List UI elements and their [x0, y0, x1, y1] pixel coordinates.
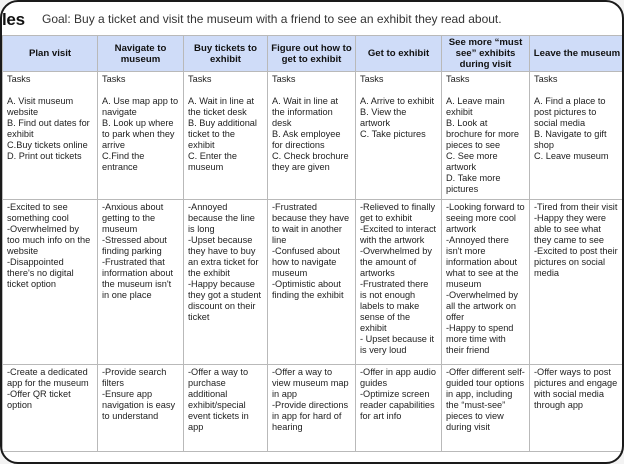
tasks-label: Tasks — [272, 74, 296, 84]
tasks-cell — [442, 72, 530, 200]
cell-line: B. Find out dates for exhibit — [7, 118, 90, 139]
cell-line: -Excited to see something cool — [7, 202, 69, 223]
feelings-cell — [442, 200, 530, 365]
cell-line: -Offer a way to purchase additional exhibit/special event tickets in app — [188, 367, 249, 432]
column-header-get-to-exhibit: Get to exhibit — [356, 36, 442, 72]
column-header-figure-out: Figure out how to get to exhibit — [268, 36, 356, 72]
tasks-label: Tasks — [7, 74, 31, 84]
column-header-leave: Leave the museum — [530, 36, 624, 72]
cell-line: A. Find a place to post pictures to social media — [534, 96, 606, 128]
goal-text: Goal: Buy a ticket and visit the museum with a friend to see an exhibit they read about. — [42, 12, 502, 26]
cell-line: B. Look up where to park when they arrive — [102, 118, 175, 150]
cell-line: -Overwhelmed by the amount of artworks — [360, 246, 432, 278]
tasks-cell — [268, 72, 356, 200]
cell-line: - Upset because it is very loud — [360, 334, 435, 355]
cell-line: -Happy because they got a student discount on their ticket — [188, 279, 262, 322]
cell-line: A. Arrive to exhibit — [360, 96, 435, 106]
opportunities-cell — [268, 365, 356, 452]
opportunities-row — [3, 365, 624, 452]
cell-line: A. Visit museum website — [7, 96, 74, 117]
column-header-plan-visit: Plan visit — [3, 36, 98, 72]
cell-line: -Annoyed because the line is long — [188, 202, 255, 234]
cell-line: -Ensure app navigation is easy to understand — [102, 389, 176, 421]
column-header-navigate: Navigate to museum — [98, 36, 184, 72]
cell-line: C. Take pictures — [360, 129, 426, 139]
cell-line: -Frustrated because they have to wait in another line — [272, 202, 350, 245]
cell-line: -Excited to post their pictures on social media — [534, 246, 618, 278]
tasks-cell — [184, 72, 268, 200]
cell-line: -Stressed about finding parking — [102, 235, 167, 256]
opportunities-cell — [184, 365, 268, 452]
tasks-cell — [98, 72, 184, 200]
cell-line: -Overwhelmed by too much info on the website — [7, 224, 91, 256]
feelings-cell — [3, 200, 98, 365]
tasks-label: Tasks — [446, 74, 470, 84]
cell-line: C.Buy tickets online — [7, 140, 88, 150]
cell-line: -Provide search filters — [102, 367, 167, 388]
cell-line: -Tired from their visit — [534, 202, 618, 212]
feelings-cell — [530, 200, 624, 365]
feelings-cell — [268, 200, 356, 365]
feelings-cell — [356, 200, 442, 365]
cell-line: B. Buy additional ticket to the exhibit — [188, 118, 257, 150]
cell-line: A. Use map app to navigate — [102, 96, 179, 117]
tasks-row — [3, 72, 624, 200]
tasks-cell — [356, 72, 442, 200]
column-header-buy-tickets: Buy tickets to exhibit — [184, 36, 268, 72]
cell-line: -Anxious about getting to the museum — [102, 202, 164, 234]
cell-line: B. Look at brochure for more pieces to see — [446, 118, 520, 150]
opportunities-cell — [3, 365, 98, 452]
journey-table — [2, 35, 624, 452]
cell-line: -Offer a way to view museum map in app — [272, 367, 349, 399]
cell-line: -Create a dedicated app for the museum — [7, 367, 89, 388]
tasks-cell — [530, 72, 624, 200]
opportunities-cell — [356, 365, 442, 452]
opportunities-cell — [98, 365, 184, 452]
cell-line: C. Enter the museum — [188, 151, 238, 172]
cell-line: B. View the artwork — [360, 107, 407, 128]
cell-line: A. Wait in line at the ticket desk — [188, 96, 255, 117]
cell-line: C. Check brochure they are given — [272, 151, 349, 172]
feelings-row — [3, 200, 624, 365]
cell-line: -Optimistic about finding the exhibit — [272, 279, 344, 300]
cell-line: B. Ask employee for directions — [272, 129, 341, 150]
cell-line: -Overwhelmed by all the artwork on offer — [446, 290, 518, 322]
cell-line: C. Leave museum — [534, 151, 609, 161]
cell-line: -Happy to spend more time with their friend — [446, 323, 514, 355]
cell-line: -Frustrated that information about the museum isn't in one place — [102, 257, 173, 300]
cell-line: -Provide directions in app for hard of hearing — [272, 400, 349, 432]
cell-line: -Offer in app audio guides — [360, 367, 436, 388]
cell-line: -Optimize screen reader capabilities for art info — [360, 389, 435, 421]
title-bar — [2, 10, 622, 30]
opportunities-cell — [442, 365, 530, 452]
cell-line: -Upset because they have to buy an extra ticket for the exhibit — [188, 235, 259, 278]
cell-line: -Disappointed there's no digital ticket option — [7, 257, 74, 289]
column-header-see-more: See more “must see” exhibits during visit — [442, 36, 530, 72]
cell-line: D. Take more pictures — [446, 173, 501, 194]
tasks-label: Tasks — [534, 74, 558, 84]
feelings-cell — [98, 200, 184, 365]
cell-line: B. Navigate to gift shop — [534, 129, 607, 150]
feelings-cell — [184, 200, 268, 365]
tasks-cell — [3, 72, 98, 200]
tasks-label: Tasks — [102, 74, 126, 84]
cell-line: -Excited to interact with the artwork — [360, 224, 437, 245]
cell-line: -Offer ways to post pictures and engage with social media through app — [534, 367, 618, 410]
header-row — [3, 36, 624, 72]
cell-line: -Offer QR ticket option — [7, 389, 71, 410]
cell-line: -Offer different self-guided tour options in app, including the “must-see” pieces to view during visit — [446, 367, 525, 432]
cell-line: -Frustrated there is not enough labels to make sense of the exhibit — [360, 279, 429, 333]
cell-line: A. Leave main exhibit — [446, 96, 505, 117]
cell-line: C.Find the entrance — [102, 151, 145, 172]
cell-line: -Annoyed there isn't more information about what to see at the museum — [446, 235, 519, 289]
cell-line: D. Print out tickets — [7, 151, 82, 161]
tasks-label: Tasks — [188, 74, 212, 84]
cell-line: A. Wait in line at the information desk — [272, 96, 339, 128]
cell-line: -Confused about how to navigate museum — [272, 246, 340, 278]
cell-line: -Happy they were able to see what they came to see — [534, 213, 607, 245]
cell-line: -Looking forward to seeing more cool artwork — [446, 202, 525, 234]
opportunities-cell — [530, 365, 624, 452]
tasks-label: Tasks — [360, 74, 384, 84]
cell-line: -Relieved to finally get to exhibit — [360, 202, 436, 223]
cell-line: C. See more artwork — [446, 151, 498, 172]
page-title: les — [2, 10, 25, 29]
